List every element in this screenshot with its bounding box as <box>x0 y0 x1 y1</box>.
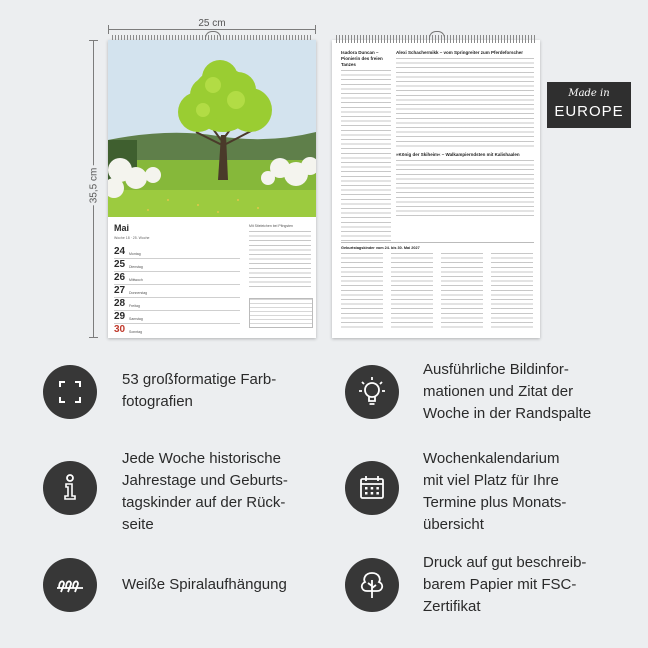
height-dimension <box>86 40 100 338</box>
calendar-front-page <box>108 40 316 338</box>
calendar-day-row <box>114 311 240 324</box>
calendar-day-row <box>114 298 240 311</box>
made-in-europe-badge <box>547 82 631 128</box>
calendar-day-row <box>114 259 240 272</box>
height-label: 35,5 cm <box>88 167 100 204</box>
sidebar-text-lines <box>249 231 311 291</box>
calendar-icon <box>345 461 399 515</box>
hanger-hook <box>429 31 445 40</box>
sidebar-text <box>249 224 311 291</box>
day-weekday: Sonntag <box>129 330 143 334</box>
calendar-day-row <box>114 272 240 285</box>
feature-text: Jede Woche historische Jahrestage und Geburts- tagskinder auf der Rück- seite <box>122 450 288 533</box>
back-left-title: Isadora Duncan – Pionierin des freien Tanzes <box>341 50 383 67</box>
feature-text: Ausführliche Bildinfor- mationen und Zitat der Woche in der Randspalte <box>423 361 592 422</box>
width-label: 25 cm <box>195 18 228 29</box>
hanger-hook <box>205 31 221 40</box>
day-number: 27 <box>114 285 126 296</box>
day-weekday: Samstag <box>129 317 143 321</box>
calendar-day-row <box>114 285 240 298</box>
frame-corners-icon <box>43 365 97 419</box>
calendar-back-page <box>332 40 540 338</box>
birthday-col-2 <box>391 253 433 331</box>
badge-line2: EUROPE <box>554 103 624 120</box>
day-number: 25 <box>114 259 126 270</box>
day-weekday: Freitag <box>129 304 140 308</box>
tree-photo-illustration <box>108 40 316 217</box>
spiral-icon <box>43 558 97 612</box>
back-section2-title: »König der Skiheim« – Walkampierndsten mit Kalishaalen <box>396 152 520 157</box>
info-icon <box>43 461 97 515</box>
width-dimension <box>108 18 316 32</box>
sidebar-title: Mit Stieleichen bei Pfingsten <box>249 224 293 228</box>
day-weekday: Dienstag <box>129 265 143 269</box>
back-right-column <box>396 50 534 220</box>
back-left-lines <box>341 70 391 245</box>
day-weekday: Montag <box>129 252 141 256</box>
badge-line1: Made in <box>568 88 610 99</box>
back-right-title: Alexi Schachermikk – vom Springreiter zum Pferdeforscher <box>396 50 524 55</box>
back-footer <box>341 242 534 331</box>
back-right-lines <box>396 58 534 148</box>
calendar-day-row <box>114 246 240 259</box>
feature-text: Druck auf gut beschreib- barem Papier mit FSC- Zertifikat <box>423 554 587 615</box>
mini-month-overview <box>249 298 313 328</box>
day-number: 29 <box>114 311 126 322</box>
day-weekday: Donnerstag <box>129 291 148 295</box>
birthday-col-1 <box>341 253 383 331</box>
day-number: 28 <box>114 298 126 309</box>
day-number: 30 <box>114 324 126 335</box>
day-weekday: Mittwoch <box>129 278 143 282</box>
feature-text: Weiße Spiralaufhängung <box>122 576 287 593</box>
day-number: 26 <box>114 272 126 283</box>
tree-icon <box>345 558 399 612</box>
calendar-week-label: Woche 18 · 25. Woche <box>114 236 150 240</box>
birthday-col-4 <box>491 253 533 331</box>
feature-text: Wochenkalendarium mit viel Platz für Ihre Termine plus Monats- übersicht <box>423 450 567 533</box>
lightbulb-icon <box>345 365 399 419</box>
back-footer-label: Geburtstagskinder vom 24. bis 30. Mai 2027 <box>341 246 420 250</box>
back-left-column <box>341 50 391 245</box>
feature-text: 53 großformatige Farb- fotografien <box>122 371 277 410</box>
day-number: 24 <box>114 246 126 257</box>
birthday-col-3 <box>441 253 483 331</box>
calendar-day-row <box>114 324 240 336</box>
back-section2-lines <box>396 160 534 220</box>
calendar-month: Mai <box>114 223 130 233</box>
calendar-photo <box>108 40 316 217</box>
